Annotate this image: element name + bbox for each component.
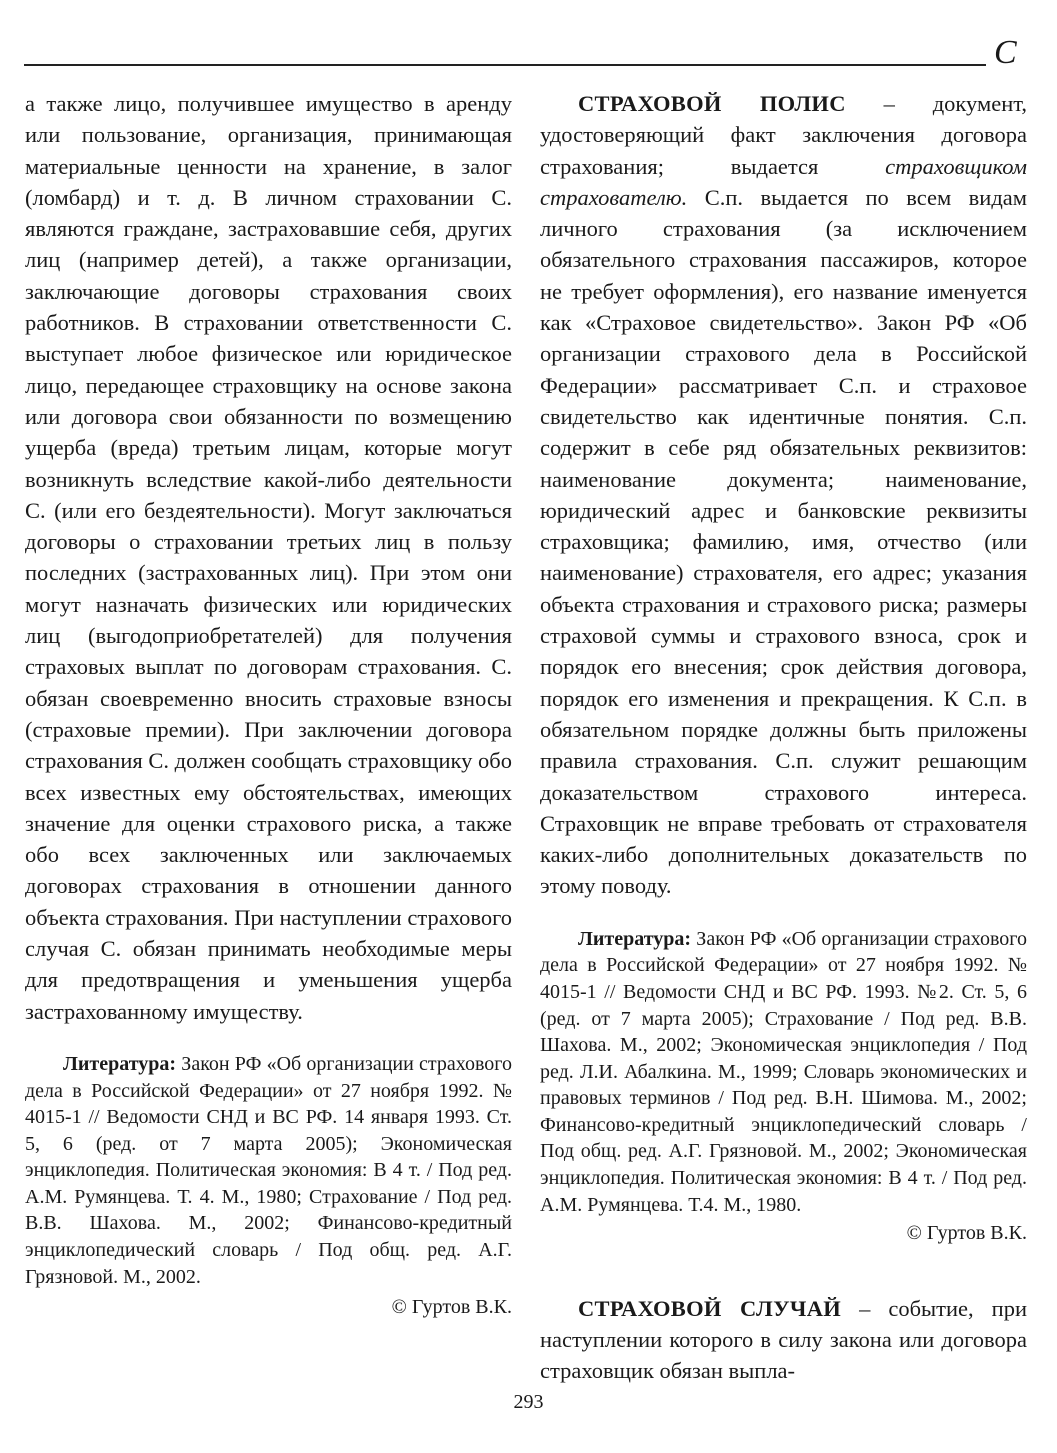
entry-italic-text: страховщиком страхователю. [540, 153, 1027, 210]
entry-text: – событие, при наступлении которого в силу закона или договора страховщик обязан выпла- [540, 1295, 1027, 1384]
entry-strakhovoy-sluchay [540, 1293, 1027, 1387]
entry-term: СТРАХОВОЙ ПОЛИС [578, 91, 846, 116]
literature-text: Закон РФ «Об организации страхового дела в Российской Федерации» от 27 ноября 1992. № 4015-1 // Ведомости СНД и ВС РФ. 14 января 1993. Ст. 5, 6 (ред. от 7 марта 2005); Экономическая энциклопедия. Политическая экономия: В 4 т. / Под ред. А.М. Румянцева. Т. 4. М., 1980; Страхование / Под ред. В.В. Шахова. М., 2002; Финансово-кредитный энциклопедический словарь / Под общ. ред. А.Г. Грязновой. М., 2002. [25, 1052, 512, 1288]
entry-term: СТРАХОВОЙ СЛУЧАЙ [578, 1295, 842, 1321]
literature-label: Литература: [578, 927, 692, 950]
literature-text: Закон РФ «Об организации страхового дела в Российской Федерации» от 27 ноября 1992. № 4015-1 // Ведомости СНД и ВС РФ. 1993. №2. Ст. 5, 6 (ред. от 7 марта 2005); Страхование / Под ред. В.В. Шахова. М., 2002; Экономическая энциклопедия / Под ред. Л.И. Абалкина. М., 1999; Словарь экономических и правовых терминов / Под ред. В.Н. Шимова. М., 2002; Финансово-кредитный энциклопедический словарь / Под общ. ред. А.Г. Грязновой. М., 2002; Экономическая энциклопедия. Политическая экономия: В 4 т. / Под ред. А.М. Румянцева. Т.4. М., 1980. [540, 927, 1027, 1216]
entry-text: – документ, удостоверяющий факт заключения договора страхования; выдается [540, 91, 1028, 179]
literature-block [540, 926, 1027, 1219]
header-letter: C [994, 34, 1017, 71]
signature: © Гуртов В.К. [391, 1296, 512, 1319]
signature: © Гуртов В.К. [906, 1222, 1027, 1245]
literature-block [25, 1051, 512, 1290]
left-column [25, 88, 512, 1321]
header-rule [24, 64, 986, 66]
entry-text: С.п. выдается по всем видам личного страхования (за исключением обязательного страхования пассажиров, которое не требует оформления), его название именуется как «Страховое свидетельство». Закон РФ «Об организации страхового дела в Российской Федерации» рассматривает С.п. и страховое свидетельство как идентичные понятия. С.п. содержит в себе ряд обязательных реквизитов: наименование документа; наименование, юридический адрес и банковские реквизиты страховщика; фамилию, имя, отчество (или наименование) страхователя, его адрес; указания объекта страхования и страхового риска; размеры страховой суммы и страхового взноса, срок и порядок его внесения; срок действия договора, порядок его изменения и прекращения. К С.п. в обязательном порядке должны быть приложены правила страхования. С.п. служит решающим доказательством страхового интереса. Страховщик не вправе требовать от страхователя каких-либо дополнительных доказательств по этому поводу. [540, 184, 1027, 899]
article-continuation: а также лицо, получившее имущество в аренду или пользование, организация, принимающая материальные ценности на хранение, в залог (ломбард) и т. д. В личном страховании С. являются граждане, застраховавшие себя, других лиц (например детей), а также организации, заключающие договоры страхования своих работников. В страховании ответственности С. выступает любое физическое или юридическое лицо, передающее страховщику на основе закона или договора свои обязанности по возмещению ущерба (вреда) третьим лицам, которые могут возникнуть вследствие какой-либо деятельности С. (или его бездеятельности). Могут заключаться договоры о страховании третьих лиц в пользу последних (застрахованных лиц). При этом они могут назначать физических или юридических лиц (выгодоприобретателей) для получения страховых выплат по договорам страхования. С. обязан своевременно вносить страховые взносы (страховые премии). При заключении договора страхования С. должен сообщать страховщику обо всех известных ему обстоятельствах, имеющих значение для оценки страхового риска, а также обо всех заключенных или заключаемых договорах страхования в отношении данного объекта страхования. При наступлении страхового случая С. обязан принимать необходимые меры для предотвращения и уменьшения ущерба застрахованному имуществу. [25, 91, 512, 1024]
entry-strakhovoy-polis [540, 88, 1027, 902]
right-column [540, 88, 1027, 1387]
literature-label: Литература: [63, 1052, 177, 1075]
page-number: 293 [513, 1391, 544, 1413]
